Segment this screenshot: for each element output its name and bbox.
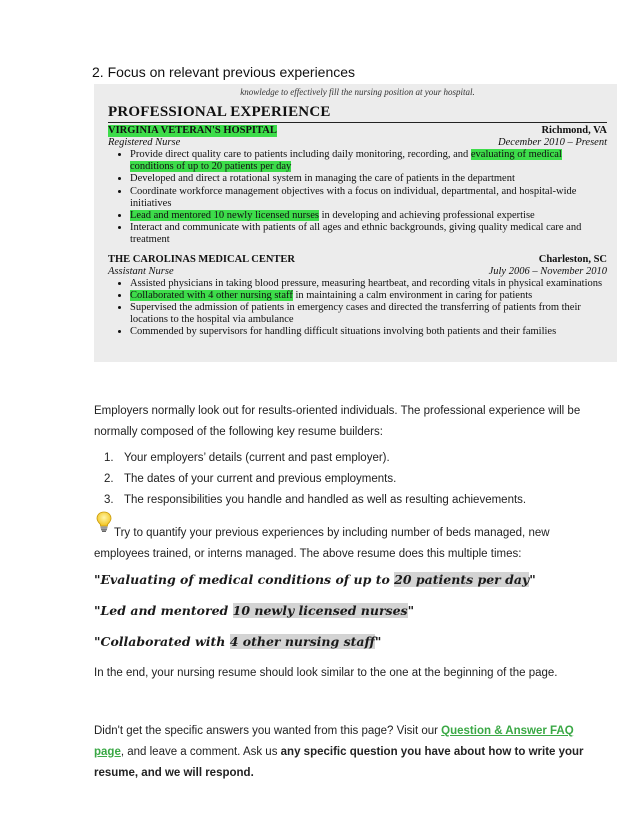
job-bullets [108,278,607,339]
job-header [108,125,607,137]
job-bullet: • Coordinate workforce management objectives with a focus on individual, departmental, and hospital-wide initiatives [130,186,607,210]
job-bullet: • Supervised the admission of patients in emergency cases and directed the transferring of patients from their locations to the hospital via ambulance [130,302,607,326]
resume-builders-list [104,448,526,511]
job-dates: December 2010 – Present [498,137,607,148]
job-bullet: • Assisted physicians in taking blood pressure, measuring heartbeat, and recording vitals in physical examinations [130,278,607,290]
conclusion-text: In the end, your nursing resume should look similar to the one at the beginning of the page. [94,667,558,679]
job-header [108,254,607,266]
job-bullet: • Lead and mentored 10 newly licensed nurses in developing and achieving professional expertise [130,210,607,222]
job-bullet: • Interact and communicate with patients of all ages and ethnic backgrounds, giving quality medical care and treatment [130,222,607,246]
intro-paragraph: Employers normally look out for results-oriented individuals. The professional experience will be normally composed of the following key resume builders: [94,405,581,438]
resume-top-line: knowledge to effectively fill the nursing position at your hospital. [240,87,475,97]
job-org: THE CAROLINAS MEDICAL CENTER [108,253,295,265]
list-item: 1. Your employers’ details (current and past employer). [104,452,390,464]
job-location: Charleston, SC [538,253,607,265]
faq-page-link[interactable]: page [94,746,121,758]
list-item: 3. The responsibilities you handle and handled as well as resulting achievements. [104,494,527,506]
job-role-row [108,137,607,149]
list-item: 2. The dates of your current and previous employments. [104,473,397,485]
section-heading: 2. Focus on relevant previous experiences [92,64,356,80]
job-dates: July 2006 – November 2010 [488,265,607,277]
job-role-row [108,266,607,278]
job-bullet: • Commended by supervisors for handling difficult situations involving both patients and their families [130,326,607,338]
faq-link[interactable]: Question & Answer FAQ [441,725,574,737]
quote-line: "Led and mentored 10 newly licensed nurses" [94,603,415,618]
job-bullet: • Collaborated with 4 other nursing staff in maintaining a calm environment in caring for patients [130,290,607,302]
quote-line: "Evaluating of medical conditions of up to 20 patients per day" [94,572,536,587]
quote-line: "Collaborated with 4 other nursing staff" [94,634,382,649]
resume-section-title: PROFESSIONAL EXPERIENCE [108,104,331,120]
tip-paragraph: Try to quantify your previous experiences by including number of beds managed, new employees trained, or interns managed. The above resume does this multiple times: [94,527,550,560]
job-location: Richmond, VA [541,125,607,136]
job-role: Registered Nurse [108,137,181,148]
resume-example-image [94,84,617,362]
job-org: VIRGINIA VETERAN'S HOSPITAL [108,125,277,136]
resume-divider [108,122,607,123]
job-bullets [108,149,607,247]
job-bullet: • Developed and direct a rotational system in managing the care of patients in the department [130,173,607,185]
job-role: Assistant Nurse [108,265,174,277]
faq-paragraph: Didn't get the specific answers you wanted from this page? Visit our Question & Answer FAQ page, and leave a comment. Ask us any specific question you have about how to write your resume, and we will respond. [94,725,584,779]
job-bullet: • Provide direct quality care to patients including daily monitoring, recording, and evaluating of medical conditions of up to 20 patients per day [130,149,607,173]
